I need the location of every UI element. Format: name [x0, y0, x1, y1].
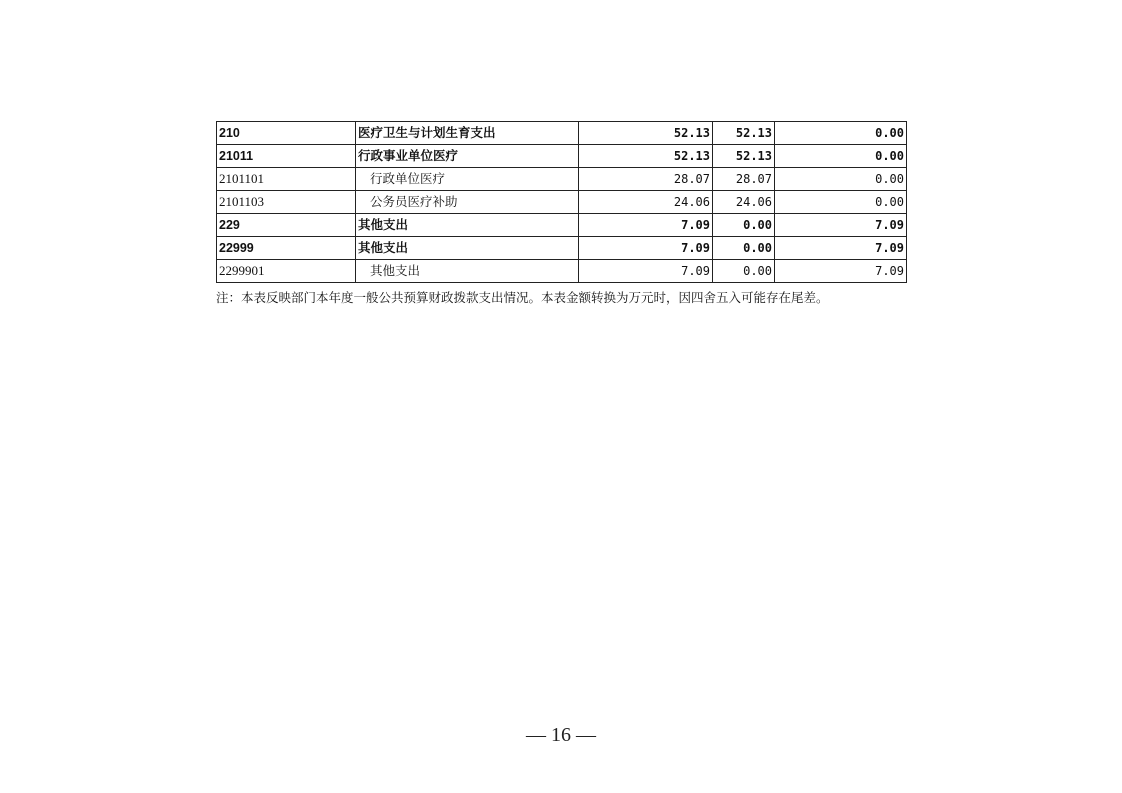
- row-value-project: 0.00: [775, 191, 907, 214]
- row-value-basic: 0.00: [713, 237, 775, 260]
- row-value-project: 7.09: [775, 260, 907, 283]
- row-code: 21011: [217, 145, 356, 168]
- row-value-total: 7.09: [579, 237, 713, 260]
- row-value-project: 0.00: [775, 122, 907, 145]
- row-value-project: 7.09: [775, 214, 907, 237]
- row-name: 其他支出: [356, 214, 579, 237]
- table-row: [217, 237, 907, 260]
- table-row: [217, 260, 907, 283]
- row-value-project: 7.09: [775, 237, 907, 260]
- row-name: 医疗卫生与计划生育支出: [356, 122, 579, 145]
- row-value-total: 28.07: [579, 168, 713, 191]
- page-number: — 16 —: [526, 724, 596, 746]
- table-row: [217, 168, 907, 191]
- row-name: 其他支出: [356, 260, 579, 283]
- row-code: 2101101: [217, 168, 356, 191]
- row-value-basic: 0.00: [713, 214, 775, 237]
- budget-table: [216, 121, 907, 283]
- budget-table-body: [217, 122, 907, 283]
- row-code: 229: [217, 214, 356, 237]
- row-name: 行政事业单位医疗: [356, 145, 579, 168]
- row-code: 22999: [217, 237, 356, 260]
- row-value-basic: 0.00: [713, 260, 775, 283]
- row-value-total: 52.13: [579, 122, 713, 145]
- row-value-basic: 52.13: [713, 122, 775, 145]
- row-name: 其他支出: [356, 237, 579, 260]
- row-value-total: 24.06: [579, 191, 713, 214]
- row-code: 210: [217, 122, 356, 145]
- table-row: [217, 145, 907, 168]
- row-code: 2299901: [217, 260, 356, 283]
- table-row: [217, 214, 907, 237]
- table-row: [217, 191, 907, 214]
- table-row: [217, 122, 907, 145]
- row-value-total: 52.13: [579, 145, 713, 168]
- row-code: 2101103: [217, 191, 356, 214]
- row-name: 行政单位医疗: [356, 168, 579, 191]
- row-name: 公务员医疗补助: [356, 191, 579, 214]
- table-footnote: 注：本表反映部门本年度一般公共预算财政拨款支出情况。本表金额转换为万元时，因四舍五入可能存在尾差。: [216, 290, 829, 305]
- row-value-project: 0.00: [775, 168, 907, 191]
- row-value-project: 0.00: [775, 145, 907, 168]
- row-value-basic: 24.06: [713, 191, 775, 214]
- row-value-basic: 52.13: [713, 145, 775, 168]
- row-value-total: 7.09: [579, 260, 713, 283]
- row-value-basic: 28.07: [713, 168, 775, 191]
- row-value-total: 7.09: [579, 214, 713, 237]
